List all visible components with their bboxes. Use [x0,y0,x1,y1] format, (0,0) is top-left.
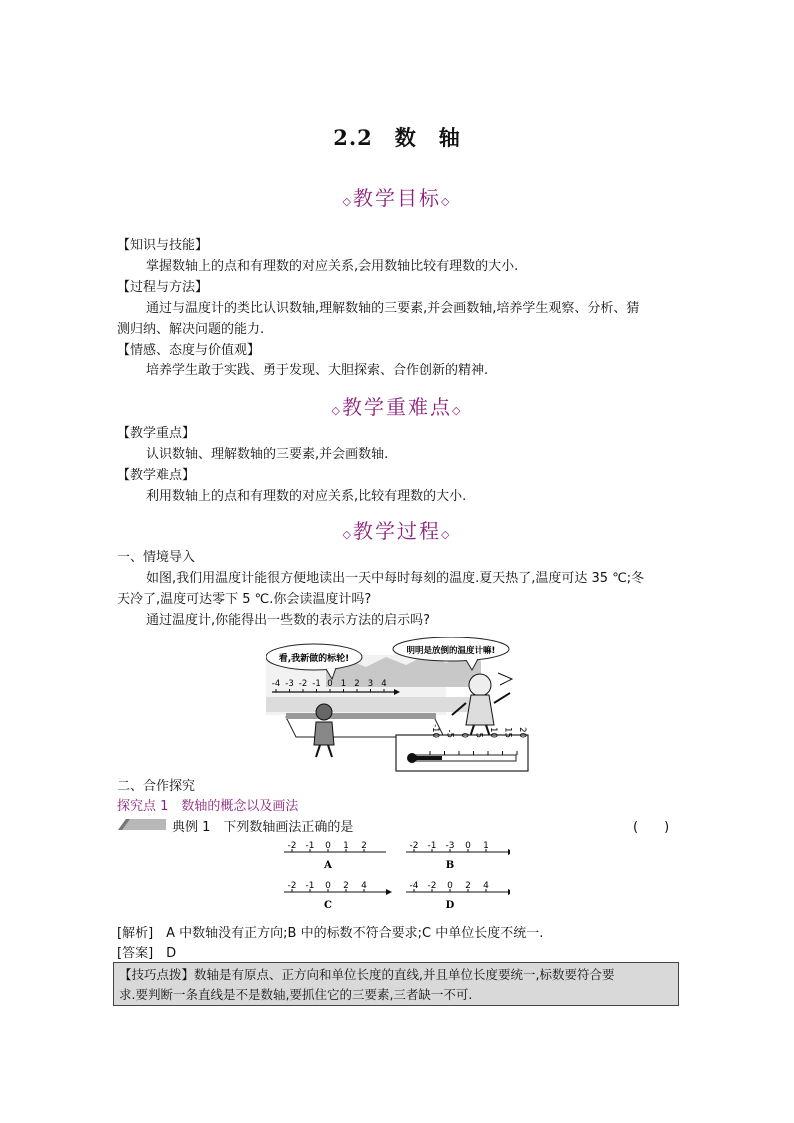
goal-text-knowledge: 掌握数轴上的点和有理数的对应关系,会用数轴比较有理数的大小. [146,259,519,274]
goal-heading-knowledge: 【知识与技能】 [117,238,209,253]
option-tick-label: -2 [287,881,297,891]
key-text-difficulty: 利用数轴上的点和有理数的对应关系,比较有理数的大小. [146,489,467,504]
section-title-goals: 教学目标 [353,186,441,210]
axis-tick-label: -2 [298,679,308,689]
key-text-focus: 认识数轴、理解数轴的三要素,并会画数轴. [146,447,389,462]
goal-text-process-2: 测归纳、解决问题的能力. [117,322,265,337]
process-step-1: 一、情境导入 [117,550,196,565]
option-tick-label: -2 [427,881,437,891]
diamond-icon: ◇ [342,528,353,541]
diamond-icon: ◇ [441,195,452,208]
section-heading-process [0,515,794,544]
option-letter: C [324,900,332,911]
option-letter: A [324,860,332,871]
thermometer-tick-label: 0 [459,732,469,738]
thermometer-tick-label: -5 [444,729,455,738]
analysis-text: [解析] A 中数轴没有正方向;B 中的标数不符合要求;C 中单位长度不统一. [117,926,544,941]
example-marker-icon [118,817,166,831]
option-tick-label: -3 [445,841,455,851]
diamond-icon: ◇ [452,404,463,417]
key-heading-focus: 【教学重点】 [117,426,196,441]
goal-text-attitude: 培养学生敢于实践、勇于发现、大胆探索、合作创新的精神. [146,363,489,378]
option-tick-label: -1 [305,841,315,851]
goal-heading-process: 【过程与方法】 [117,280,209,295]
section-title-keypoints: 教学重难点 [342,395,452,419]
option-tick-label: 2 [465,881,471,891]
thermometer-tick-label: -10 [430,724,440,738]
tip-box [113,962,679,1006]
answer-text: [答案] D [117,946,177,961]
axis-tick-label: 2 [354,679,360,689]
option-tick-label: 0 [325,881,331,891]
option-tick-label: 4 [483,881,489,891]
option-tick-label: 2 [361,841,367,851]
intro-text-2: 天冷了,温度可达零下 5 ℃.你会读温度计吗? [117,592,372,607]
tip-text-2: 求.要判断一条直线是不是数轴,要抓住它的三要素,三者缺一不可. [119,987,473,1002]
section-heading-keypoints [0,391,794,420]
option-letter: B [445,860,455,871]
thermometer-illustration [266,637,532,773]
diamond-icon: ◇ [441,528,452,541]
section-title-process: 教学过程 [353,519,441,543]
option-tick-label: -4 [409,881,419,891]
key-heading-difficulty: 【教学难点】 [117,468,196,483]
thermometer-tick-label: 15 [502,727,513,738]
diamond-icon: ◇ [342,195,353,208]
axis-tick-label: 1 [340,679,347,689]
section-heading-goals [0,182,794,211]
option-tick-label: 4 [361,881,367,891]
option-letter: D [445,900,455,911]
goal-heading-attitude: 【情感、态度与价值观】 [117,343,261,358]
option-tick-label: 1 [343,841,349,851]
option-tick-label: 0 [465,841,471,851]
option-tick-label: -2 [409,841,419,851]
option-c-number-line [284,881,392,911]
option-a-number-line [284,841,386,871]
speech-bubble-right: 明明是放倒的温度计嘛! [406,646,496,656]
answer-parentheses: ( ) [633,820,670,835]
diamond-icon: ◇ [331,404,342,417]
axis-tick-label: 3 [367,679,374,689]
option-tick-label: -1 [305,881,315,891]
option-tick-label: 0 [325,841,331,851]
thermometer-tick-label: 10 [488,727,498,738]
process-step-2: 二、合作探究 [117,779,196,794]
intro-text-1: 如图,我们用温度计能很方便地读出一天中每时每刻的温度.夏天热了,温度可达 35 ℃;冬 [146,571,645,586]
page-title: 2.2 数 轴 [333,125,461,150]
number-line-options [282,840,510,918]
axis-tick-label: -4 [271,679,281,689]
axis-tick-label: -1 [312,679,321,689]
option-tick-label: 1 [483,841,489,851]
axis-tick-label: 0 [327,679,333,689]
example-question: 典例 1 下列数轴画法正确的是 [172,820,354,835]
speech-bubble-left: 看,我新做的标轮! [278,654,350,664]
thermometer-tick-label: 20 [517,727,527,738]
option-d-number-line [406,881,510,911]
axis-tick-label: -3 [285,679,294,689]
axis-tick-label: 4 [381,679,387,689]
goal-text-process-1: 通过与温度计的类比认识数轴,理解数轴的三要素,并会画数轴,培养学生观察、分析、猜 [146,301,640,316]
intro-text-3: 通过温度计,你能得出一些数的表示方法的启示吗? [146,613,431,628]
tip-text-1: 【技巧点拨】数轴是有原点、正方向和单位长度的直线,并且单位长度要统一,标数要符合要 [119,967,615,982]
option-tick-label: 0 [447,881,453,891]
thermometer-tick-label: 5 [473,732,484,738]
thermometer-scale [430,724,527,738]
option-tick-label: -2 [287,841,297,851]
option-tick-label: -1 [427,841,437,851]
option-b-number-line [406,841,510,871]
option-tick-label: 2 [343,881,349,891]
explore-point-heading: 探究点 1 数轴的概念以及画法 [117,799,299,814]
